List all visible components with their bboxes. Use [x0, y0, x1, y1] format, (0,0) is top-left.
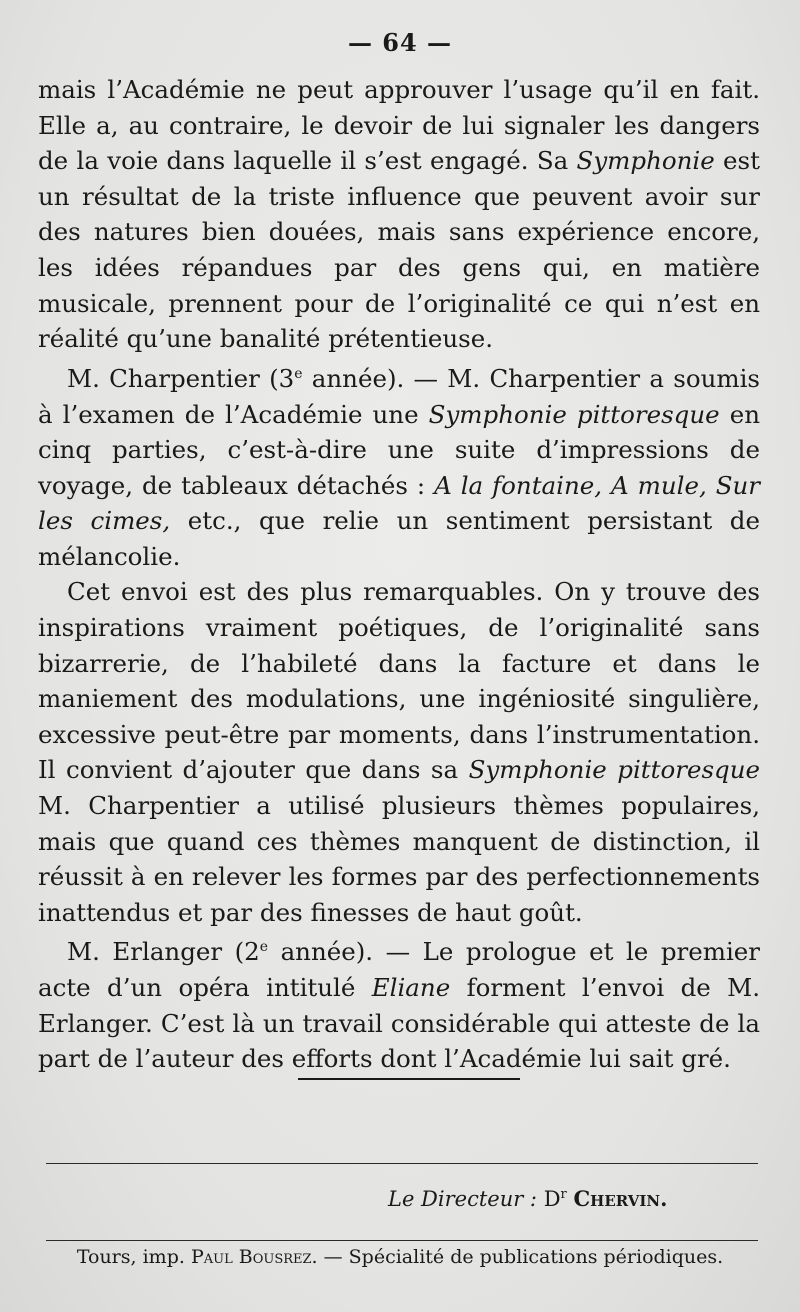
signature-title-sup: r [560, 1187, 567, 1202]
imprint-suffix: — Spécialité de publications périodiques. [317, 1246, 724, 1268]
italic-text: Symphonie [576, 146, 715, 176]
text-segment: e [294, 365, 303, 382]
text-segment: e [259, 939, 269, 956]
text-segment: M. Charpentier a utilisé plusieurs thèmes populaires, mais que quand ces thèmes manquent de distinction, il réussit à en relever les formes par des perfectionnements inattendus et par des finesses de haut goût. [38, 791, 760, 927]
section-divider [298, 1078, 520, 1080]
imprint-prefix: Tours, imp. [76, 1246, 191, 1268]
footer-rule-top [46, 1163, 758, 1164]
italic-text: Symphonie pittoresque [428, 399, 720, 429]
italic-text: Eliane [371, 973, 451, 1003]
text-segment: etc., que relie un sentiment persistant de mélancolie. [38, 506, 760, 571]
body-text [38, 72, 760, 1077]
italic-text: Symphonie pittoresque [468, 755, 760, 785]
text-segment: en cinq parties, c’est-à-dire une suite d’impressions de voyage, de tableaux détachés : [38, 399, 760, 500]
imprint [0, 1246, 800, 1268]
text-segment: Cet envoi est des plus remarquables. On y trouve des inspirations vraiment poétiques, de l’originalité sans bizarrerie, de l’habileté dans la facture et dans le maniement des modulations, une ingéniosité singulière, excessive peut-être par moments, dans l’instrumentation. Il convient d’ajouter que dans sa [38, 577, 760, 785]
text-segment: année). — Le prologue et le premier acte d’un opéra intitulé [38, 937, 760, 1003]
paragraph [38, 930, 760, 1077]
text-segment: M. Charpentier (3 [67, 363, 295, 393]
text-segment: forment l’envoi de M. Erlanger. C’est là un travail considérable qui atteste de la part de l’auteur des efforts dont l’Académie lui sait gré. [38, 973, 761, 1074]
text-segment: M. Erlanger (2 [67, 937, 260, 967]
signature-name: Chervin. [573, 1186, 668, 1211]
italic-text: A la fontaine, A mule, Sur les cimes, [38, 470, 760, 536]
text-segment: est un résultat de la triste influence que peuvent avoir sur des natures bien douées, mais sans expérience encore, les idées répandues par des gens qui, en matière musicale, prennent pour de l’originalité ce qui n’est en réalité qu’une banalité prétentieuse. [38, 146, 760, 354]
signature-title: $D^r$ [543, 1187, 567, 1211]
signature-role: Le Directeur : [388, 1187, 538, 1211]
text-segment: année). — M. Charpentier a soumis à l’examen de l’Académie une [38, 363, 760, 429]
paragraph [38, 574, 760, 930]
signature [388, 1186, 667, 1211]
paragraph [38, 357, 760, 575]
paragraph [38, 72, 760, 357]
imprint-printer: Paul Bousrez. [190, 1246, 318, 1268]
page-number: — 64 — [347, 28, 453, 57]
text-segment: mais l’Académie ne peut approuver l’usage qu’il en fait. Elle a, au contraire, le devoir de lui signaler les dangers de la voie dans laquelle il s’est engagé. Sa [38, 75, 760, 176]
footer-rule-bottom [46, 1240, 758, 1241]
